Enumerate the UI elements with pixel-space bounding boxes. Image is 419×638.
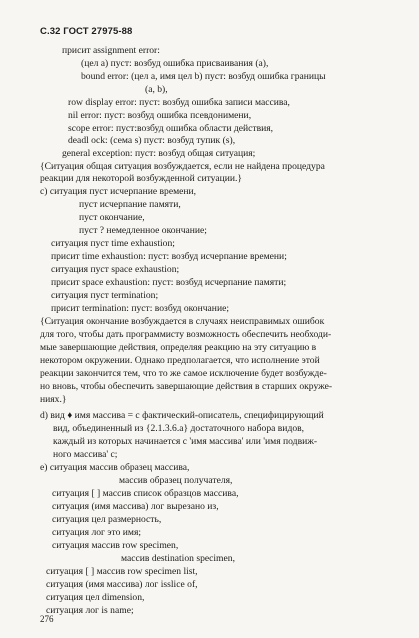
text-line: bound error: (цел a, имя цел b) пуст: возбуд ошибка границы <box>81 71 326 82</box>
text-line: ниях.} <box>40 394 67 405</box>
text-line: general exception: пуст: возбуд общая ситуация; <box>62 148 256 159</box>
text-line: некотором окружении. Однако предполагается, что исполнение этой <box>40 355 320 366</box>
text-line: присит space exhaustion: пуст: возбуд исчерпание памяти; <box>51 277 287 288</box>
text-line: d) вид ♦ имя массива = с фактический-описатель, специфицирующий <box>40 410 324 421</box>
text-line: ситуация [ ] массив список образцов массива, <box>52 488 239 499</box>
text-line: вид, объединенный из {2.1.3.6.а} достаточного набора видов, <box>53 423 305 434</box>
text-line: ситуация [ ] массив row specimen list, <box>46 566 198 577</box>
text-line: присит assignment error: <box>62 45 160 56</box>
text-line: пуст окончание, <box>79 212 145 223</box>
text-line: ситуация пуст termination; <box>51 290 159 301</box>
text-line: (a, b), <box>145 84 168 95</box>
text-line: ситуация пуст space exhaustion; <box>51 264 180 275</box>
text-line: с) ситуация пуст исчерпание времени, <box>40 186 197 197</box>
text-line: row display error: пуст: возбуд ошибка записи массива, <box>68 97 290 108</box>
text-line: массив destination specimen, <box>121 553 235 564</box>
text-line: ситуация лог это имя; <box>52 527 142 538</box>
text-line: ситуация массив row specimen, <box>52 540 179 551</box>
text-line: для того, чтобы дать программисту возможность обеспечить необходи- <box>40 329 332 340</box>
text-line: е) ситуация массив образец массива, <box>40 462 190 473</box>
text-line: пуст исчерпание памяти, <box>79 199 181 210</box>
text-line: ситуация лог is name; <box>46 605 134 616</box>
text-line: scope error: пуст:возбуд ошибка области действия, <box>68 123 274 134</box>
page-number: 276 <box>40 614 54 624</box>
text-line: но вновь, чтобы обеспечить завершающие действия в старших окруже- <box>40 381 333 392</box>
text-line: ситуация пуст time exhaustion; <box>51 238 175 249</box>
text-line: присит termination: пуст: возбуд окончание; <box>51 303 229 314</box>
text-line: ситуация (имя массива) лог вырезано из, <box>52 501 219 512</box>
text-line: пуст ? немедленное окончание; <box>79 225 207 236</box>
text-line: реакции для некоторой возбужденной ситуации.} <box>40 173 242 184</box>
text-line: ситуация цел dimension, <box>46 592 145 603</box>
text-line: ситуация цел размерность, <box>52 514 162 525</box>
text-line: мые завершающие действия, определяя реакцию на эту ситуацию в <box>40 342 317 353</box>
text-line: реакции закончится тем, что то же самое исключение будет возбужде- <box>40 368 327 379</box>
text-line: {Ситуация общая ситуация возбуждается, если не найдена процедура <box>40 161 325 172</box>
text-line: {Ситуация окончание возбуждается в случаях неисправимых ошибок <box>40 316 325 327</box>
text-line: каждый из которых начинается с 'имя массива' или 'имя подвиж- <box>53 436 318 447</box>
page-header: С.32 ГОСТ 27975-88 <box>40 26 133 37</box>
text-line: присит time exhaustion: пуст: возбуд исчерпание времени; <box>51 251 287 262</box>
text-line: deadl ock: (сема s) пуст: возбуд тупик (s), <box>68 135 236 146</box>
text-line: (цел а) пуст: возбуд ошибка присваивания (а), <box>81 58 269 69</box>
text-line: nil error: пуст: возбуд ошибка псевдонимени, <box>68 110 252 121</box>
text-line: ного массива' с; <box>53 449 118 460</box>
text-line: массив образец получателя, <box>119 475 233 486</box>
text-line: ситуация (имя массива) лог isslice of, <box>46 579 198 590</box>
